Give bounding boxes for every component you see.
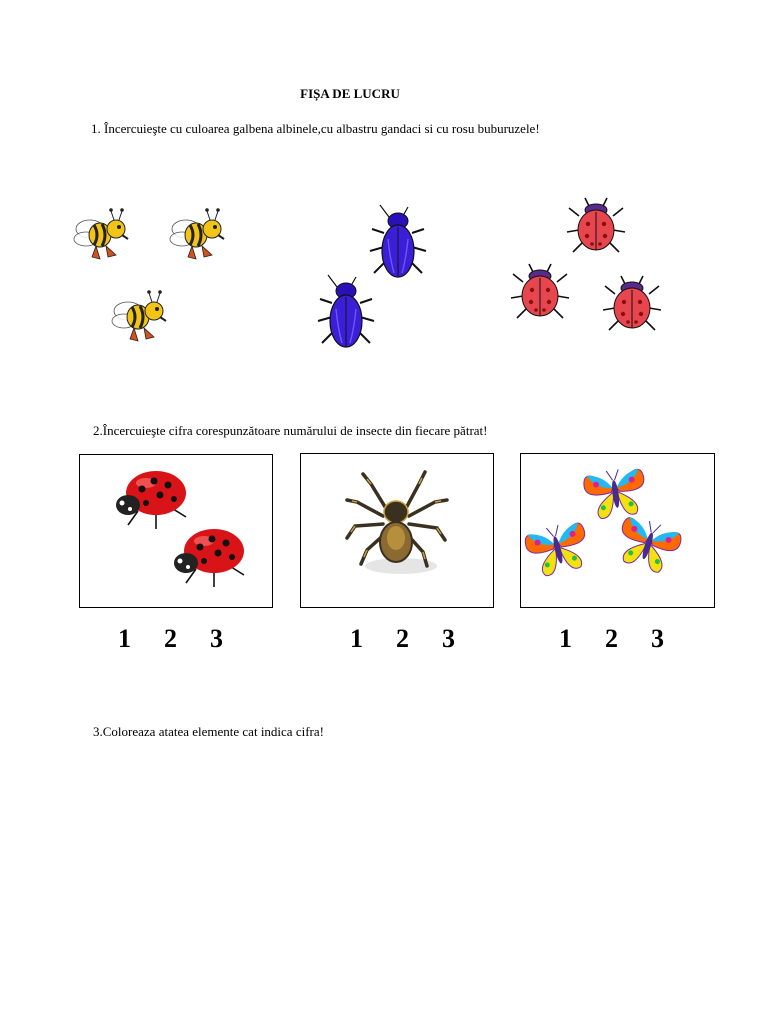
spider-icon (301, 454, 493, 607)
answer-digit[interactable]: 3 (442, 624, 455, 653)
answer-digit[interactable]: 1 (118, 624, 131, 653)
answer-digit[interactable]: 3 (210, 624, 223, 653)
answer-digit[interactable]: 1 (350, 624, 363, 653)
answer-digit[interactable]: 2 (164, 624, 177, 653)
bees-group (68, 200, 238, 355)
beetle-icon (370, 205, 426, 277)
task-2-instruction: 2.Încercuieşte cifra corespunzătoare numărului de insecte din fiecare pătrat! (93, 423, 488, 438)
ladybugs-group (505, 190, 680, 350)
butterflies-picture (521, 454, 714, 607)
ladybug-icon (567, 198, 625, 252)
butterfly-icon (523, 519, 593, 579)
task-1-instruction: 1. Încercuieşte cu culoarea galbena albinele,cu albastru gandaci si cu rosu buburuzele! (91, 121, 540, 136)
ladybug-icon (511, 264, 569, 318)
beetle-icon (318, 275, 374, 347)
ladybug-icon (174, 529, 244, 587)
ladybug-icon (116, 471, 186, 529)
picture-box-ladybugs (79, 454, 273, 608)
ladybugs-picture (80, 455, 272, 607)
bee-icon (112, 290, 166, 341)
answer-digit[interactable]: 3 (651, 624, 664, 653)
butterfly-icon (612, 514, 684, 577)
task-3-instruction: 3.Coloreaza atatea elemente cat indica cifra! (93, 724, 324, 739)
picture-box-butterflies (520, 453, 715, 608)
answer-digit[interactable]: 2 (605, 624, 618, 653)
page-title: FIȘA DE LUCRU (300, 86, 400, 101)
answer-digit[interactable]: 1 (559, 624, 572, 653)
ladybug-icon (603, 276, 661, 330)
butterfly-icon (582, 466, 648, 520)
answer-digit[interactable]: 2 (396, 624, 409, 653)
picture-box-spider (300, 453, 494, 608)
bee-icon (170, 208, 224, 259)
beetles-group (300, 195, 440, 360)
bee-icon (74, 208, 128, 259)
